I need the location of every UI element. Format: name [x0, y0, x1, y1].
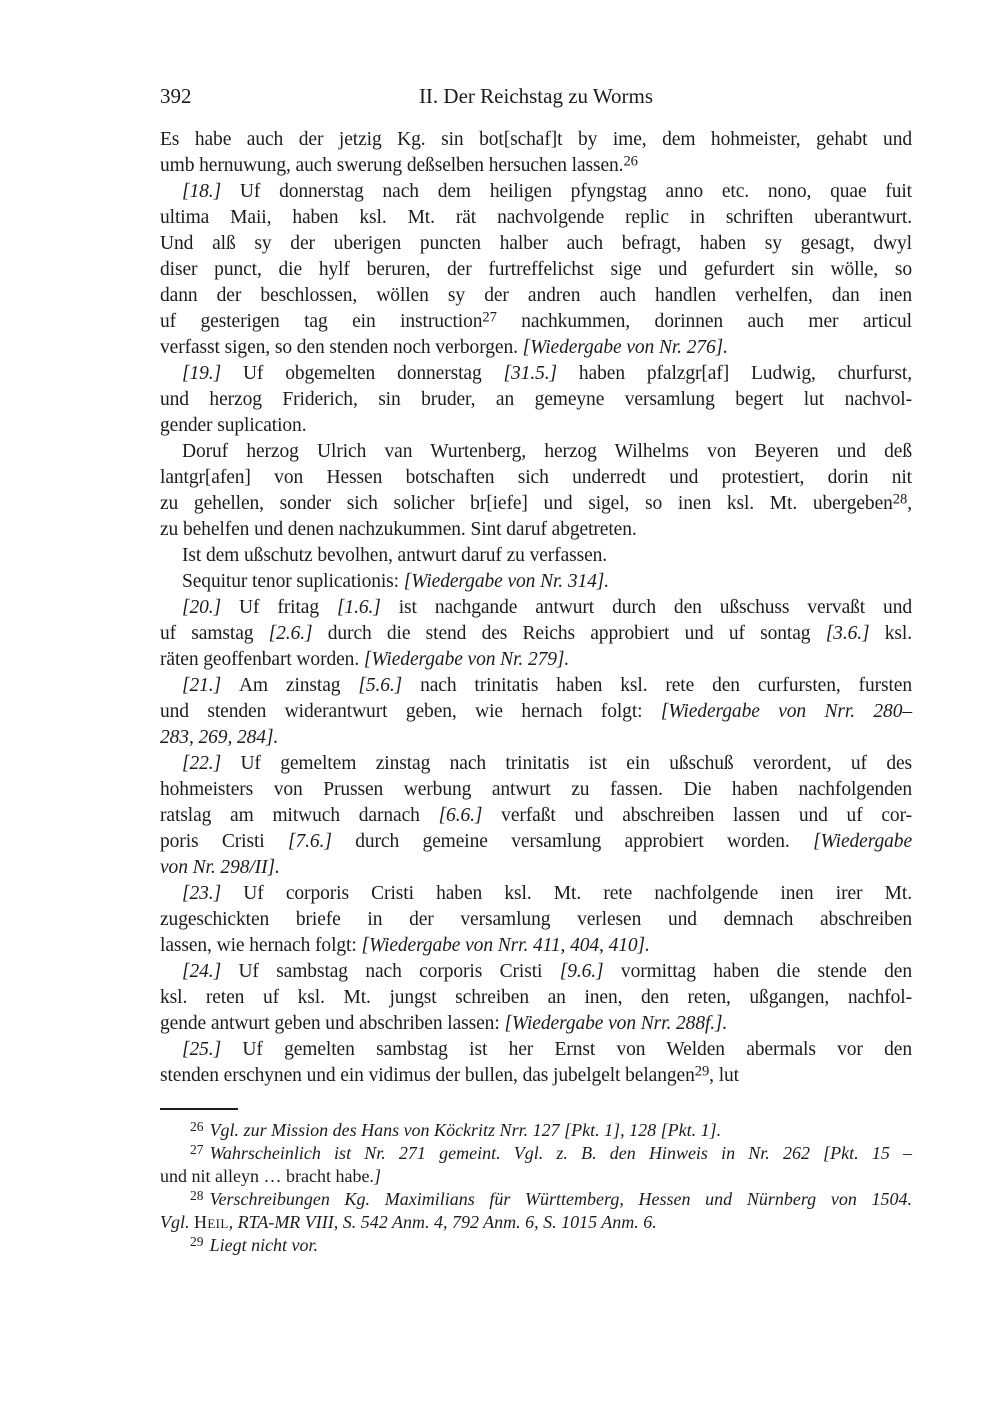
text-line: umb hernuwung, auch swerung deßselben hersuchen lassen.$^{26}$ — [160, 153, 638, 176]
text-line: von Nr. 298/II]. — [160, 857, 280, 878]
page-number: 392 — [160, 84, 192, 108]
text-line: ultima Maii, haben ksl. Mt. rät nachvolgende replic in schriften uberantwurt. — [160, 207, 912, 228]
text-line: und stenden widerantwurt geben, wie hernach folgt: [Wiedergabe von Nrr. 280– — [160, 701, 912, 722]
text-line: [22.] Uf gemeltem zinstag nach trinitatis ist ein ußschuß verordent, uf des — [182, 753, 913, 774]
text-line: poris Cristi [7.6.] durch gemeine versamlung approbiert worden. [Wiedergabe — [160, 831, 912, 852]
text-line: Ist dem ußschutz bevolhen, antwurt daruf zu verfassen. — [182, 545, 608, 566]
text-line: [18.] Uf donnerstag nach dem heiligen pfyngstag anno etc. nono, quae fuit — [182, 181, 913, 202]
text-line: [25.] Uf gemelten sambstag ist her Ernst von Welden abermals vor den — [182, 1039, 912, 1060]
text-line: Sequitur tenor suplicationis: [Wiedergabe von Nr. 314]. — [182, 571, 610, 592]
footnote-separator — [160, 1108, 238, 1110]
footnote-line: Vgl. Heil, RTA-MR VIII, S. 542 Anm. 4, 792 Anm. 6, S. 1015 Anm. 6. — [160, 1212, 657, 1232]
page-header — [160, 83, 912, 109]
text-line: ksl. reten uf ksl. Mt. jungst schreiben an inen, den reten, ußgangen, nachfol- — [160, 987, 912, 1008]
text-line: uf gesterigen tag ein instruction$^{27}$ nachkummen, dorinnen auch mer articul — [160, 309, 912, 332]
text-line: Es habe auch der jetzig Kg. sin bot[schaf]t by ime, dem hohmeister, gehabt und — [160, 129, 912, 150]
page-body — [160, 127, 912, 1089]
text-line: [24.] Uf sambstag nach corporis Cristi [9.6.] vormittag haben die stende den — [182, 961, 912, 982]
text-line: diser punct, die hylf beruren, der furtreffelichst sige und gefurdert sin wölle, so — [160, 259, 912, 280]
footnote-line: $^{27}$ Wahrscheinlich ist Nr. 271 gemeint. Vgl. z. B. den Hinweis in Nr. 262 [Pkt. 15 – — [190, 1141, 912, 1163]
text-line: [19.] Uf obgemelten donnerstag [31.5.] haben pfalzgr[af] Ludwig, churfurst, — [182, 363, 912, 384]
text-line: lantgr[afen] von Hessen botschaften sich underredt und protestiert, dorin nit — [160, 467, 912, 488]
text-line: zu gehellen, sonder sich solicher br[iefe] und sigel, so inen ksl. Mt. ubergeben$^{28}$, — [160, 491, 912, 514]
text-line: Und alß sy der uberigen puncten halber auch befragt, haben sy gesagt, dwyl — [160, 233, 912, 254]
text-line: Doruf herzog Ulrich van Wurtenberg, herzog Wilhelms von Beyeren und deß — [182, 441, 912, 462]
footnote-line: $^{29}$ Liegt nicht vor. — [190, 1233, 319, 1255]
text-line: gender suplication. — [160, 415, 307, 436]
running-title: II. Der Reichstag zu Worms — [418, 84, 654, 108]
footnote-line: $^{26}$ Vgl. zur Mission des Hans von Köckritz Nrr. 127 [Pkt. 1], 128 [Pkt. 1]. — [190, 1118, 722, 1140]
text-line: lassen, wie hernach folgt: [Wiedergabe von Nrr. 411, 404, 410]. — [160, 935, 650, 956]
text-line: [21.] Am zinstag [5.6.] nach trinitatis haben ksl. rete den curfursten, fursten — [182, 675, 913, 696]
footnote-line: und nit alleyn … bracht habe.] — [160, 1166, 381, 1186]
text-line: hohmeisters von Prussen werbung antwurt zu fassen. Die haben nachfolgenden — [160, 779, 912, 800]
text-line: räten geoffenbart worden. [Wiedergabe von Nr. 279]. — [160, 649, 570, 670]
text-line: [23.] Uf corporis Cristi haben ksl. Mt. rete nachfolgende inen irer Mt. — [182, 883, 912, 904]
text-line: uf samstag [2.6.] durch die stend des Reichs approbiert und uf sontag [3.6.] ksl. — [160, 623, 912, 644]
text-line: und herzog Friderich, sin bruder, an gemeyne versamlung begert lut nachvol- — [160, 389, 912, 410]
text-line: gende antwurt geben und abschriben lassen: [Wiedergabe von Nrr. 288f.]. — [160, 1013, 728, 1034]
footnotes-section — [160, 1119, 912, 1257]
text-line: zu behelfen und denen nachzukummen. Sint daruf abgetreten. — [160, 519, 637, 540]
text-line: stenden erschynen und ein vidimus der bullen, das jubelgelt belangen$^{29}$, lut — [160, 1063, 739, 1086]
footnote-line: $^{28}$ Verschreibungen Kg. Maximilians für Württemberg, Hessen und Nürnberg von 1504. — [190, 1187, 912, 1209]
text-line: [20.] Uf fritag [1.6.] ist nachgande antwurt durch den ußschuss vervaßt und — [182, 597, 912, 618]
page-content — [160, 83, 912, 1257]
text-line: verfasst sigen, so den stenden noch verborgen. [Wiedergabe von Nr. 276]. — [160, 337, 728, 358]
text-line: ratslag am mitwuch darnach [6.6.] verfaßt und abschreiben lassen und uf cor- — [160, 805, 912, 826]
text-line: dann der beschlossen, wöllen sy der andren auch handlen verhelfen, dan inen — [160, 285, 912, 306]
text-line: zugeschickten briefe in der versamlung verlesen und demnach abschreiben — [160, 909, 912, 930]
text-line: 283, 269, 284]. — [160, 727, 279, 748]
